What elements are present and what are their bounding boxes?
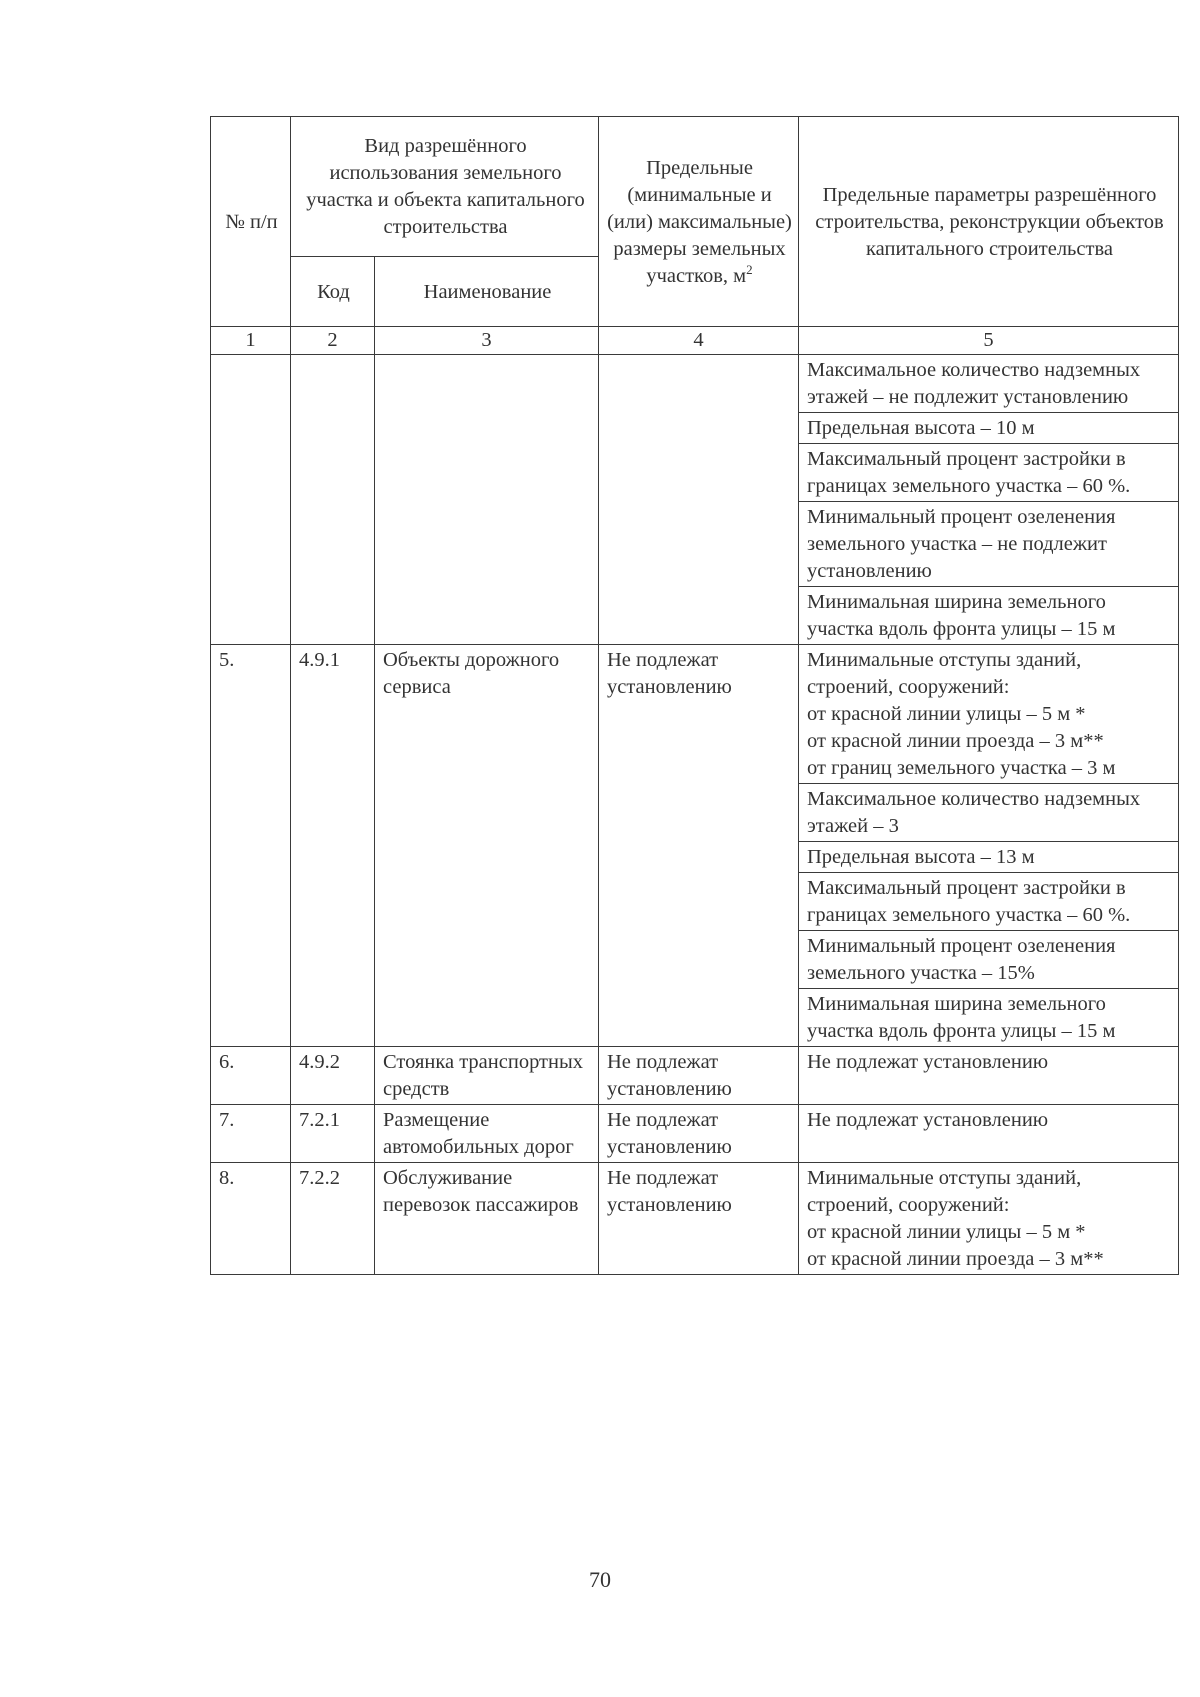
row-sizes: Не подлежат установлению (599, 1163, 799, 1275)
row-code: 7.2.2 (291, 1163, 375, 1275)
column-number: 4 (599, 327, 799, 355)
param-item: Максимальный процент застройки в границах земельного участка – 60 %. (799, 444, 1178, 502)
param-item: Минимальная ширина земельного участка вдоль фронта улицы – 15 м (807, 993, 1116, 1042)
param-item: Минимальный процент озеленения земельного участка – 15% (799, 931, 1178, 989)
param-item: Максимальное количество надземных этажей – не подлежит установлению (799, 355, 1178, 413)
empty-cell (291, 355, 375, 645)
row-number: 8. (211, 1163, 291, 1275)
table-row (211, 1163, 1179, 1275)
column-number: 3 (375, 327, 599, 355)
row-number: 7. (211, 1105, 291, 1163)
header-build-params: Предельные параметры разрешённого строительства, реконструкции объектов капитального строительства (799, 117, 1179, 327)
param-item: Предельная высота – 13 м (799, 842, 1178, 873)
row-number: 6. (211, 1047, 291, 1105)
row-params: Не подлежат установлению (799, 1047, 1179, 1105)
param-item: Минимальный процент озеленения земельного участка – не подлежит установлению (799, 502, 1178, 587)
params-cell (799, 355, 1179, 645)
table-row (211, 1105, 1179, 1163)
table-row (211, 645, 1179, 1047)
table-row (211, 1047, 1179, 1105)
row-name: Размещение автомобильных дорог (375, 1105, 599, 1163)
row-name: Объекты дорожного сервиса (375, 645, 599, 1047)
row-sizes: Не подлежат установлению (599, 1047, 799, 1105)
column-number: 1 (211, 327, 291, 355)
param-item: Максимальный процент застройки в границах земельного участка – 60 %. (799, 873, 1178, 931)
param-item: Минимальные отступы зданий, строений, сооружений: от красной линии улицы – 5 м * от красной линии проезда – 3 м** от границ земельного участка – 3 м (799, 645, 1178, 784)
row-sizes: Не подлежат установлению (599, 645, 799, 1047)
header-plot-sizes-text: Предельные (минимальные и (или) максимальные) размеры земельных участков, м (607, 156, 792, 287)
row-code: 4.9.1 (291, 645, 375, 1047)
header-code: Код (291, 257, 375, 327)
header-plot-sizes (599, 117, 799, 327)
header-number: № п/п (211, 117, 291, 327)
header-plot-sizes-sup: 2 (746, 261, 753, 277)
row-params: Минимальные отступы зданий, строений, сооружений: от красной линии улицы – 5 м * от красной линии проезда – 3 м** (799, 1163, 1179, 1275)
empty-cell (211, 355, 291, 645)
row-name: Стоянка транспортных средств (375, 1047, 599, 1105)
param-item: Максимальное количество надземных этажей – 3 (799, 784, 1178, 842)
param-item: Предельная высота – 10 м (799, 413, 1178, 444)
row-number: 5. (211, 645, 291, 1047)
empty-cell (375, 355, 599, 645)
continuation-row (211, 355, 1179, 645)
column-number: 2 (291, 327, 375, 355)
header-use-type: Вид разрешённого использования земельного участка и объекта капитального строительства (291, 117, 599, 257)
row-code: 4.9.2 (291, 1047, 375, 1105)
row-sizes: Не подлежат установлению (599, 1105, 799, 1163)
land-use-table (210, 116, 1179, 1275)
row-params: Не подлежат установлению (799, 1105, 1179, 1163)
header-name: Наименование (375, 257, 599, 327)
empty-cell (599, 355, 799, 645)
row-name: Обслуживание перевозок пассажиров (375, 1163, 599, 1275)
page-number: 70 (589, 1567, 611, 1592)
params-cell (799, 645, 1179, 1047)
param-item: Минимальная ширина земельного участка вдоль фронта улицы – 15 м (807, 591, 1116, 640)
column-number-row (211, 327, 1179, 355)
row-code: 7.2.1 (291, 1105, 375, 1163)
column-number: 5 (799, 327, 1179, 355)
